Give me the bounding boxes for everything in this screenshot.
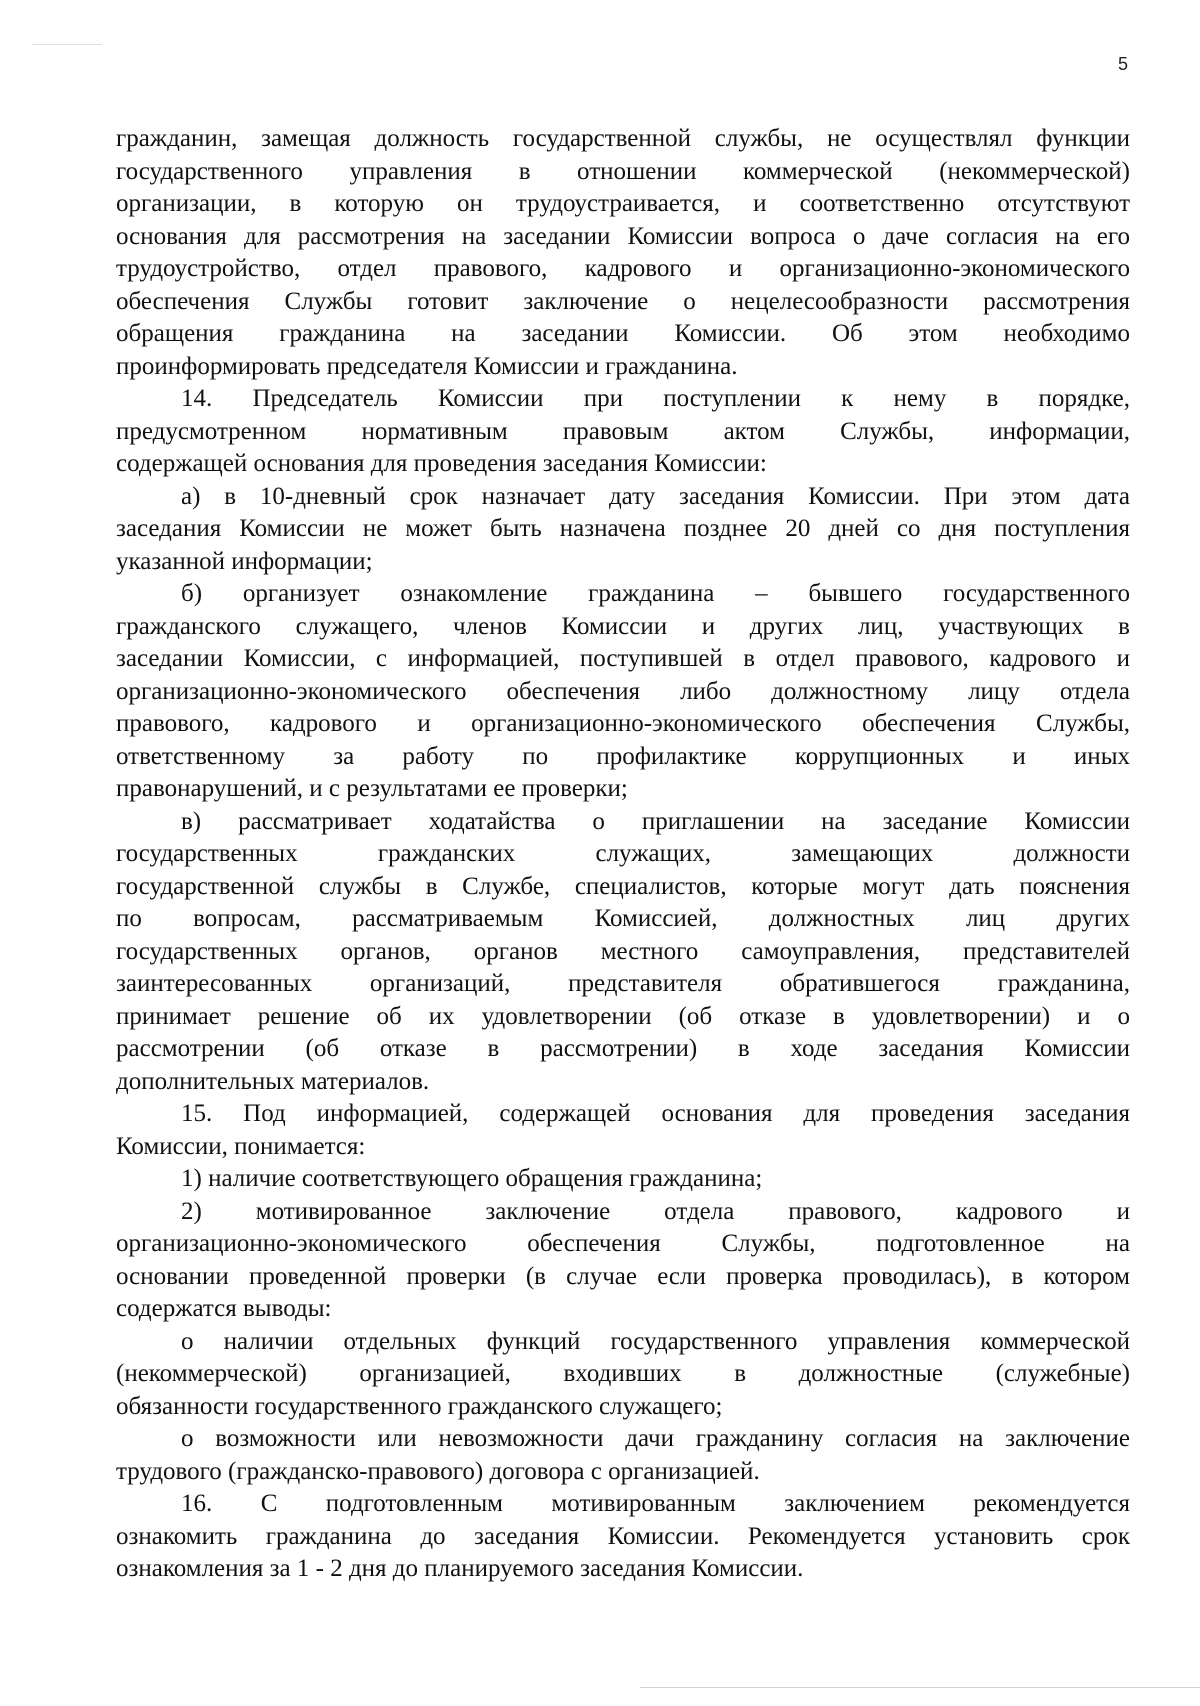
text-line: правонарушений, и с результатами ее проверки; (116, 775, 628, 802)
text-line: предусмотренном нормативным правовым актом Службы, информации, (116, 417, 1130, 445)
text-line: ознакомления за 1 - 2 дня до планируемого заседания Комиссии. (116, 1555, 804, 1582)
text-line: Комиссии, понимается: (116, 1132, 366, 1160)
text-line: обращения гражданина на заседании Комиссии. Об этом необходимо (116, 320, 1130, 347)
text-line: трудоустройство, отдел правового, кадрового и организационно-экономического (116, 255, 1130, 282)
document-body (116, 123, 1130, 1586)
text-line: 14. Председатель Комиссии при поступлении к нему в порядке, (181, 385, 1130, 412)
text-line: государственных органов, органов местного самоуправления, представителей (116, 937, 1130, 965)
text-line: правового, кадрового и организационно-экономического обеспечения Службы, (116, 710, 1130, 737)
text-line: принимает решение об их удовлетворении (об отказе в удовлетворении) и о (116, 1002, 1130, 1030)
text-line: обеспечения Службы готовит заключение о нецелесообразности рассмотрения (116, 287, 1130, 315)
text-line: (некоммерческой) организацией, входивших в должностные (служебные) (116, 1360, 1130, 1387)
page-number: 5 (1117, 54, 1128, 74)
text-line: государственных гражданских служащих, замещающих должности (116, 840, 1130, 867)
text-line: 16. С подготовленным мотивированным заключением рекомендуется (181, 1490, 1130, 1517)
text-line: о наличии отдельных функций государственного управления коммерческой (181, 1327, 1130, 1355)
text-line: рассмотрении (об отказе в рассмотрении) в ходе заседания Комиссии (116, 1035, 1130, 1062)
text-line: указанной информации; (116, 547, 373, 575)
text-line: трудового (гражданско-правового) договора с организацией. (116, 1457, 760, 1485)
text-line: организации, в которую он трудоустраивается, и соответственно отсутствуют (116, 190, 1130, 217)
text-line: в) рассматривает ходатайства о приглашении на заседание Комиссии (181, 807, 1130, 835)
text-line: содержащей основания для проведения заседания Комиссии: (116, 450, 767, 477)
text-line: государственного управления в отношении коммерческой (некоммерческой) (116, 157, 1130, 185)
text-line: 1) наличие соответствующего обращения гражданина; (181, 1165, 763, 1192)
text-line: организационно-экономического обеспечения Службы, подготовленное на (116, 1230, 1130, 1257)
scan-mark-top (32, 44, 102, 45)
text-line: организационно-экономического обеспечения либо должностному лицу отдела (116, 677, 1130, 705)
text-line: заседания Комиссии не может быть назначена позднее 20 дней со дня поступления (116, 515, 1130, 542)
text-line: основании проведенной проверки (в случае если проверка проводилась), в котором (116, 1262, 1130, 1290)
text-line: государственной службы в Службе, специалистов, которые могут дать пояснения (116, 872, 1130, 900)
text-line: дополнительных материалов. (116, 1067, 430, 1095)
text-line: заинтересованных организаций, представителя обратившегося гражданина, (116, 970, 1130, 997)
scan-mark-bottom (640, 1687, 1200, 1688)
text-line: содержатся выводы: (116, 1295, 332, 1322)
text-line: о возможности или невозможности дачи гражданину согласия на заключение (181, 1425, 1130, 1452)
text-line: заседании Комиссии, с информацией, поступившей в отдел правового, кадрового и (116, 645, 1130, 672)
text-line: ознакомить гражданина до заседания Комиссии. Рекомендуется установить срок (116, 1522, 1130, 1550)
text-line: 15. Под информацией, содержащей основания для проведения заседания (181, 1100, 1130, 1127)
text-line: проинформировать председателя Комиссии и гражданина. (116, 352, 738, 380)
text-line: ответственному за работу по профилактике коррупционных и иных (116, 742, 1130, 770)
text-line: гражданин, замещая должность государственной службы, не осуществлял функции (116, 125, 1130, 152)
text-line: б) организует ознакомление гражданина – бывшего государственного (181, 580, 1130, 607)
text-line: по вопросам, рассматриваемым Комиссией, должностных лиц других (116, 905, 1130, 932)
text-line: обязанности государственного гражданского служащего; (116, 1392, 723, 1420)
text-line: а) в 10-дневный срок назначает дату заседания Комиссии. При этом дата (181, 482, 1130, 510)
text-line: 2) мотивированное заключение отдела правового, кадрового и (181, 1197, 1130, 1225)
text-line: основания для рассмотрения на заседании Комиссии вопроса о даче согласия на его (116, 222, 1130, 250)
text-line: гражданского служащего, членов Комиссии и других лиц, участвующих в (116, 612, 1130, 640)
